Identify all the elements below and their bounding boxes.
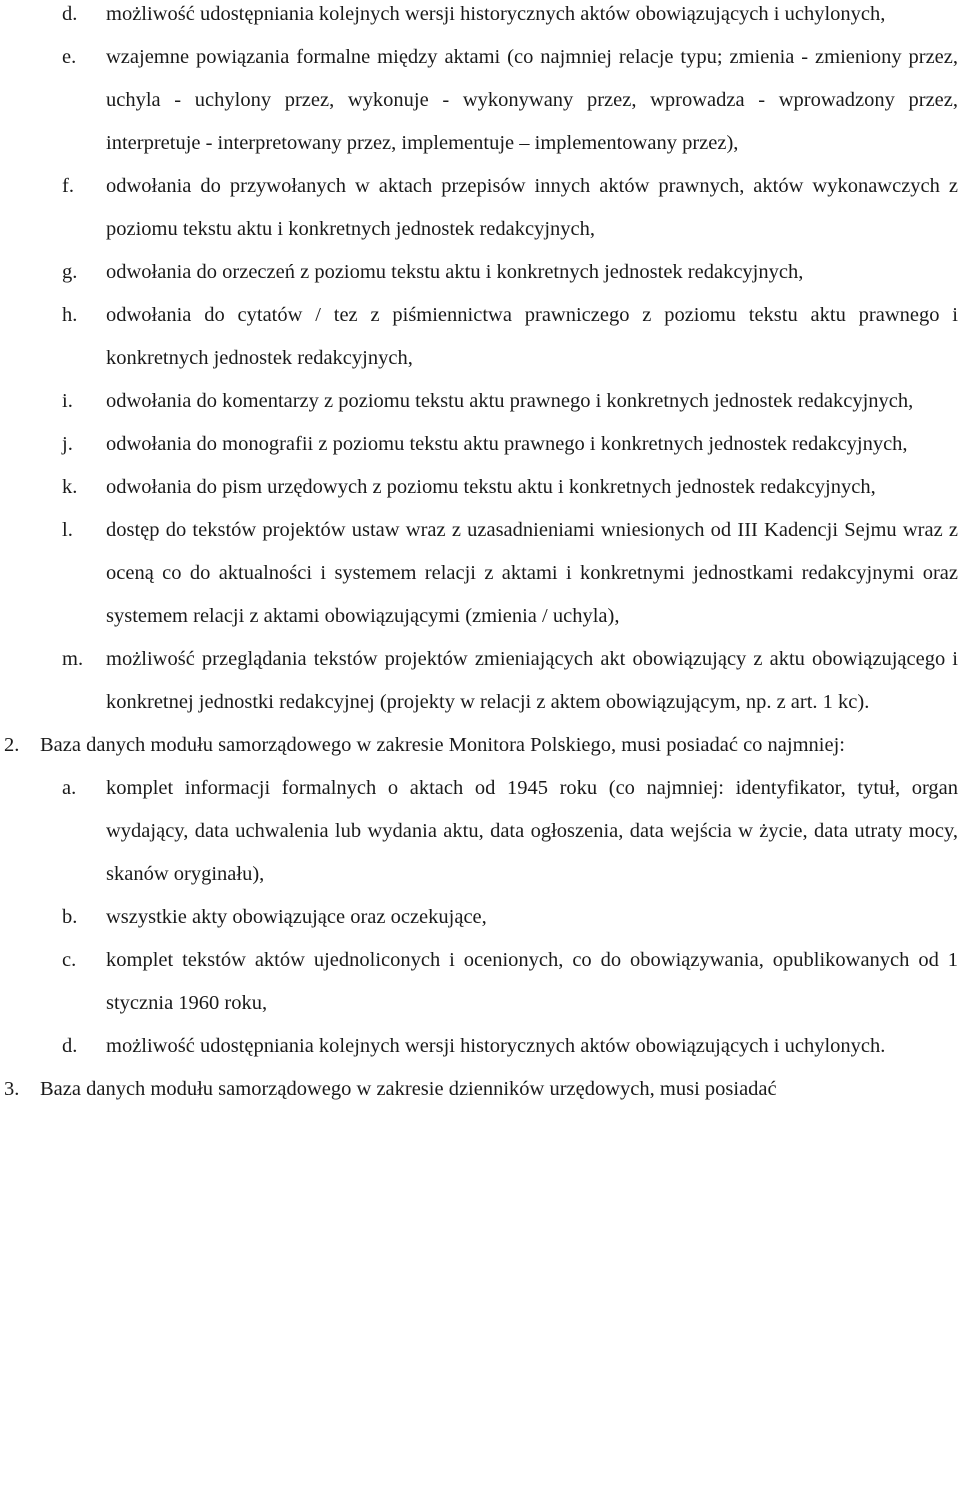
list-item-l xyxy=(0,509,960,638)
section-2 xyxy=(0,724,960,1068)
list-item-label: m. xyxy=(62,648,84,670)
list-item-text: odwołania do monografii z poziomu tekstu aktu prawnego i konkretnych jednostek redakcyjnych, xyxy=(106,433,908,455)
list-item-label: d. xyxy=(62,1035,78,1057)
list-item-text: komplet tekstów aktów ujednoliconych i ocenionych, co do obowiązywania, opublikowanych od 1 stycznia 1960 roku, xyxy=(106,949,958,1014)
list-item-k xyxy=(0,466,960,509)
list-item-label: e. xyxy=(62,46,77,68)
list-item-label: f. xyxy=(62,175,74,197)
section-number: 2. xyxy=(4,734,20,756)
list-item-j xyxy=(0,423,960,466)
section-number: 3. xyxy=(4,1078,20,1100)
list-item-c xyxy=(0,939,960,1025)
section-heading xyxy=(0,724,960,767)
list-item-text: możliwość udostępniania kolejnych wersji historycznych aktów obowiązujących i uchylonych. xyxy=(106,1035,886,1057)
list-item-e xyxy=(0,36,960,165)
section-text: Baza danych modułu samorządowego w zakresie Monitora Polskiego, musi posiadać co najmniej: xyxy=(40,734,845,756)
list-item-text: możliwość udostępniania kolejnych wersji historycznych aktów obowiązujących i uchylonych, xyxy=(106,3,886,25)
list-item-label: h. xyxy=(62,304,78,326)
list-item-d xyxy=(0,0,960,36)
list-item-label: i. xyxy=(62,390,73,412)
list-item-text: odwołania do przywołanych w aktach przepisów innych aktów prawnych, aktów wykonawczych z poziomu tekstu aktu i konkretnych jednostek redakcyjnych, xyxy=(106,175,958,240)
list-item-d xyxy=(0,1025,960,1068)
list-item-label: d. xyxy=(62,3,78,25)
section-3 xyxy=(0,1068,960,1111)
list-item-h xyxy=(0,294,960,380)
list-item-text: wszystkie akty obowiązujące oraz oczekujące, xyxy=(106,906,487,928)
list-item-text: komplet informacji formalnych o aktach od 1945 roku (co najmniej: identyfikator, tytuł, organ wydający, data uchwalenia lub wydania aktu, data ogłoszenia, data wejścia w życie, data utraty mocy, skanów oryginału), xyxy=(106,777,958,885)
list-item-text: odwołania do pism urzędowych z poziomu tekstu aktu i konkretnych jednostek redakcyjnych, xyxy=(106,476,876,498)
list-item-label: c. xyxy=(62,949,77,971)
list-item-text: odwołania do cytatów / tez z piśmiennictwa prawniczego z poziomu tekstu aktu prawnego i konkretnych jednostek redakcyjnych, xyxy=(106,304,958,369)
list-continuation xyxy=(0,0,960,724)
list-item-text: dostęp do tekstów projektów ustaw wraz z uzasadnieniami wniesionych od III Kadencji Sejmu wraz z oceną co do aktualności i systemem relacji z aktami i konkretnymi jednostkami redakcyjnymi oraz systemem relacji z aktami obowiązującymi (zmienia / uchyla), xyxy=(106,519,958,627)
list-item-b xyxy=(0,896,960,939)
list-item-label: a. xyxy=(62,777,77,799)
list-item-a xyxy=(0,767,960,896)
list-item-label: k. xyxy=(62,476,78,498)
list-item-label: l. xyxy=(62,519,73,541)
list-item-i xyxy=(0,380,960,423)
list-item-g xyxy=(0,251,960,294)
list-item-text: odwołania do komentarzy z poziomu tekstu aktu prawnego i konkretnych jednostek redakcyjnych, xyxy=(106,390,914,412)
list-item-f xyxy=(0,165,960,251)
list-item-m xyxy=(0,638,960,724)
list-item-text: wzajemne powiązania formalne między aktami (co najmniej relacje typu; zmienia - zmieniony przez, uchyla - uchylony przez, wykonuje - wykonywany przez, wprowadza - wprowadzony przez, interpretuje - interpretowany przez, implementuje – implementowany przez), xyxy=(106,46,958,154)
list-item-label: b. xyxy=(62,906,78,928)
list-item-label: g. xyxy=(62,261,78,283)
list-item-text: możliwość przeglądania tekstów projektów zmieniających akt obowiązujący z aktu obowiązującego i konkretnej jednostki redakcyjnej (projekty w relacji z aktem obowiązującym, np. z art. 1 kc). xyxy=(106,648,958,713)
list-item-text: odwołania do orzeczeń z poziomu tekstu aktu i konkretnych jednostek redakcyjnych, xyxy=(106,261,804,283)
section-heading xyxy=(0,1068,960,1111)
list-item-label: j. xyxy=(62,433,73,455)
section-text: Baza danych modułu samorządowego w zakresie dzienników urzędowych, musi posiadać xyxy=(40,1078,777,1100)
